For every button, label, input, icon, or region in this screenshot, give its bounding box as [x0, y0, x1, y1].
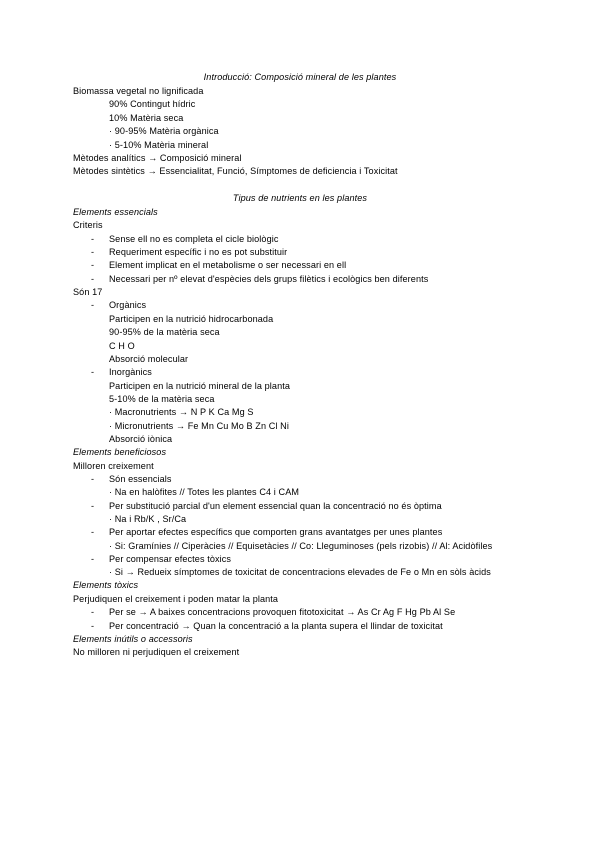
bullet: - — [91, 234, 95, 244]
text-line: · Si: Gramínies // Ciperàcies // Equisetàcies // Co: Lleguminoses (pels rizobis) // Al: Acidòfiles — [109, 541, 493, 551]
text-line: Mètodes analítics → Composició mineral — [73, 153, 242, 163]
text-line: Milloren creixement — [73, 461, 154, 471]
text-line: No milloren ni perjudiquen el creixement — [73, 647, 240, 657]
text-line: · Na i Rb/K , Sr/Ca — [109, 514, 187, 524]
bullet: - — [91, 247, 95, 257]
list-item: Requeriment específic i no es pot substituir — [109, 247, 288, 257]
text-line: Participen en la nutrició mineral de la planta — [109, 381, 291, 391]
list-item: Per aportar efectes específics que comporten grans avantatges per unes plantes — [109, 527, 443, 537]
text-line: Perjudiquen el creixement i poden matar la planta — [73, 594, 279, 604]
text-line: 5-10% de la matèria seca — [109, 394, 215, 404]
bullet: - — [91, 554, 95, 564]
subheading-beneficiosos: Elements beneficiosos — [73, 447, 167, 457]
text-line: · Micronutrients → Fe Mn Cu Mo B Zn Cl Ni — [109, 421, 289, 431]
list-item: Per se → A baixes concentracions provoquen fitotoxicitat → As Cr Ag F Hg Pb Al Se — [109, 607, 456, 617]
list-item: Per substitució parcial d'un element essencial quan la concentració no és òptima — [109, 501, 442, 511]
list-item: Inorgànics — [109, 367, 152, 377]
subheading-essencials: Elements essencials — [73, 207, 158, 217]
text-line: Criteris — [73, 220, 103, 230]
list-item: Per compensar efectes tòxics — [109, 554, 232, 564]
bullet: - — [91, 527, 95, 537]
bullet: - — [91, 274, 95, 284]
list-item: Són essencials — [109, 474, 172, 484]
subheading-inutils: Elements inútils o accessoris — [73, 634, 193, 644]
list-item: Element implicat en el metabolisme o ser necessari en ell — [109, 260, 347, 270]
subheading-toxics: Elements tòxics — [73, 580, 139, 590]
text-line: C H O — [109, 341, 135, 351]
section-title-nutrients: Tipus de nutrients en les plantes — [232, 193, 368, 203]
text-line: Participen en la nutrició hidrocarbonada — [109, 314, 274, 324]
bullet: - — [91, 367, 95, 377]
bullet: - — [91, 501, 95, 511]
text-line: · Macronutrients → N P K Ca Mg S — [109, 407, 254, 417]
text-line: Mètodes sintètics → Essencialitat, Funció, Símptomes de deficiencia i Toxicitat — [73, 166, 398, 176]
text-line: 90-95% de la matèria seca — [109, 327, 220, 337]
text-line: Són 17 — [73, 287, 103, 297]
text-line: · Si → Redueix símptomes de toxicitat de concentracions elevades de Fe o Mn en sòls àcids — [109, 567, 491, 577]
text-line: · 90-95% Matèria orgànica — [109, 126, 219, 136]
list-item: Necessari per nº elevat d'espècies dels grups filètics i ecològics ben diferents — [109, 274, 429, 284]
text-line: 10% Matèria seca — [109, 113, 184, 123]
text-line: 90% Contingut hídric — [109, 99, 196, 109]
text-line: Absorció iònica — [109, 434, 173, 444]
list-item: Sense ell no es completa el cicle biològic — [109, 234, 279, 244]
text-line: Absorció molecular — [109, 354, 189, 364]
bullet: - — [91, 607, 95, 617]
text-line: · Na en halòfites // Totes les plantes C4 i CAM — [109, 487, 300, 497]
list-item: Orgànics — [109, 300, 147, 310]
list-item: Per concentració → Quan la concentració a la planta supera el llindar de toxicitat — [109, 621, 443, 631]
text-line: Biomassa vegetal no lignificada — [73, 86, 204, 96]
text-line: · 5-10% Matèria mineral — [109, 140, 209, 150]
bullet: - — [91, 474, 95, 484]
bullet: - — [91, 260, 95, 270]
bullet: - — [91, 300, 95, 310]
bullet: - — [91, 621, 95, 631]
section-title-intro: Introducció: Composició mineral de les plantes — [203, 72, 397, 82]
